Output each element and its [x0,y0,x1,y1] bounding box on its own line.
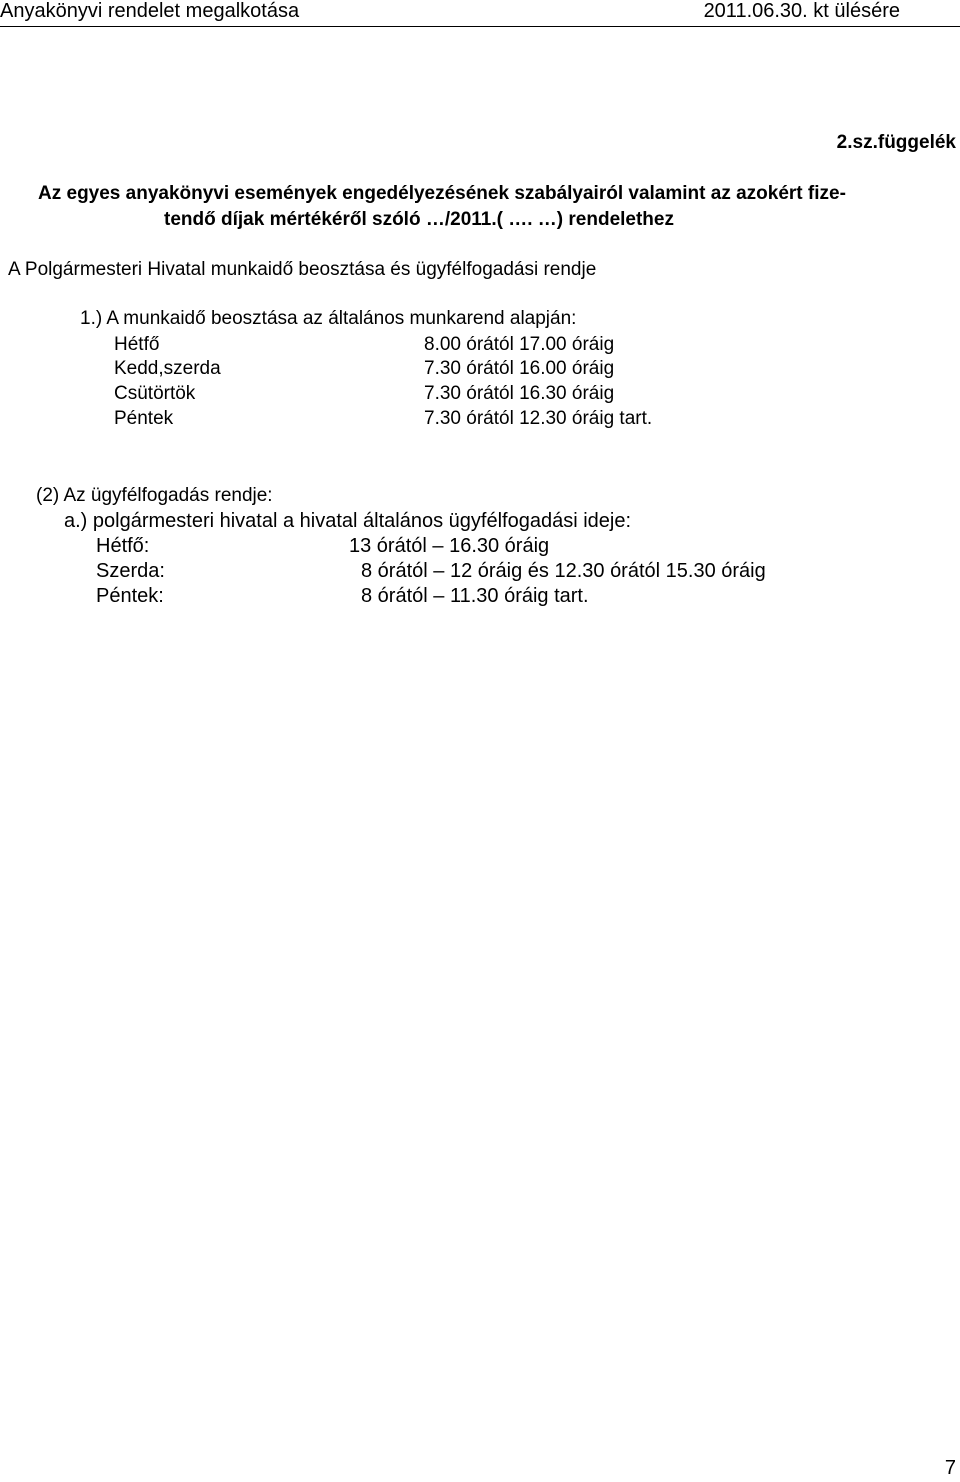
section-2-subheading: a.) polgármesteri hivatal a hivatal általános ügyfélfogadási ideje: [64,510,632,532]
work-day-label: Csütörtök [114,383,196,404]
title-line-1: Az egyes anyakönyvi események engedélyezésének szabályairól valamint az azokért fize- [38,183,846,204]
section-2-heading: (2) Az ügyfélfogadás rendje: [36,485,273,506]
header-title: Anyakönyvi rendelet megalkotása [0,0,300,22]
work-hours-value: 7.30 órától 16.30 óráig [424,383,615,404]
work-day-label: Hétfő [114,334,160,355]
header-meeting-date: 2011.06.30. kt ülésére [703,0,900,22]
reception-day-label: Szerda: [96,560,165,582]
reception-day-label: Péntek: [96,585,164,607]
document-subtitle: A Polgármesteri Hivatal munkaidő beosztása és ügyfélfogadási rendje [8,259,597,280]
work-day-label: Kedd,szerda [114,358,221,379]
work-day-label: Péntek [114,408,174,429]
reception-hours-value: 8 órától – 12 óráig és 12.30 órától 15.30 óráig [361,560,766,582]
page-number: 7 [944,1457,956,1479]
appendix-label: 2.sz.függelék [836,132,956,153]
reception-day-label: Hétfő: [96,535,150,557]
reception-hours-value: 13 órától – 16.30 óráig [349,535,550,557]
work-hours-value: 7.30 órától 12.30 óráig tart. [424,408,653,429]
work-hours-value: 8.00 órától 17.00 óráig [424,334,615,355]
work-hours-value: 7.30 órától 16.00 óráig [424,358,615,379]
header-rule [0,26,960,27]
section-1-heading: 1.) A munkaidő beosztása az általános munkarend alapján: [80,308,577,329]
reception-hours-value: 8 órától – 11.30 óráig tart. [361,585,589,607]
title-line-2: tendő díjak mértékéről szóló …/2011.( …. …) rendelethez [164,209,674,230]
